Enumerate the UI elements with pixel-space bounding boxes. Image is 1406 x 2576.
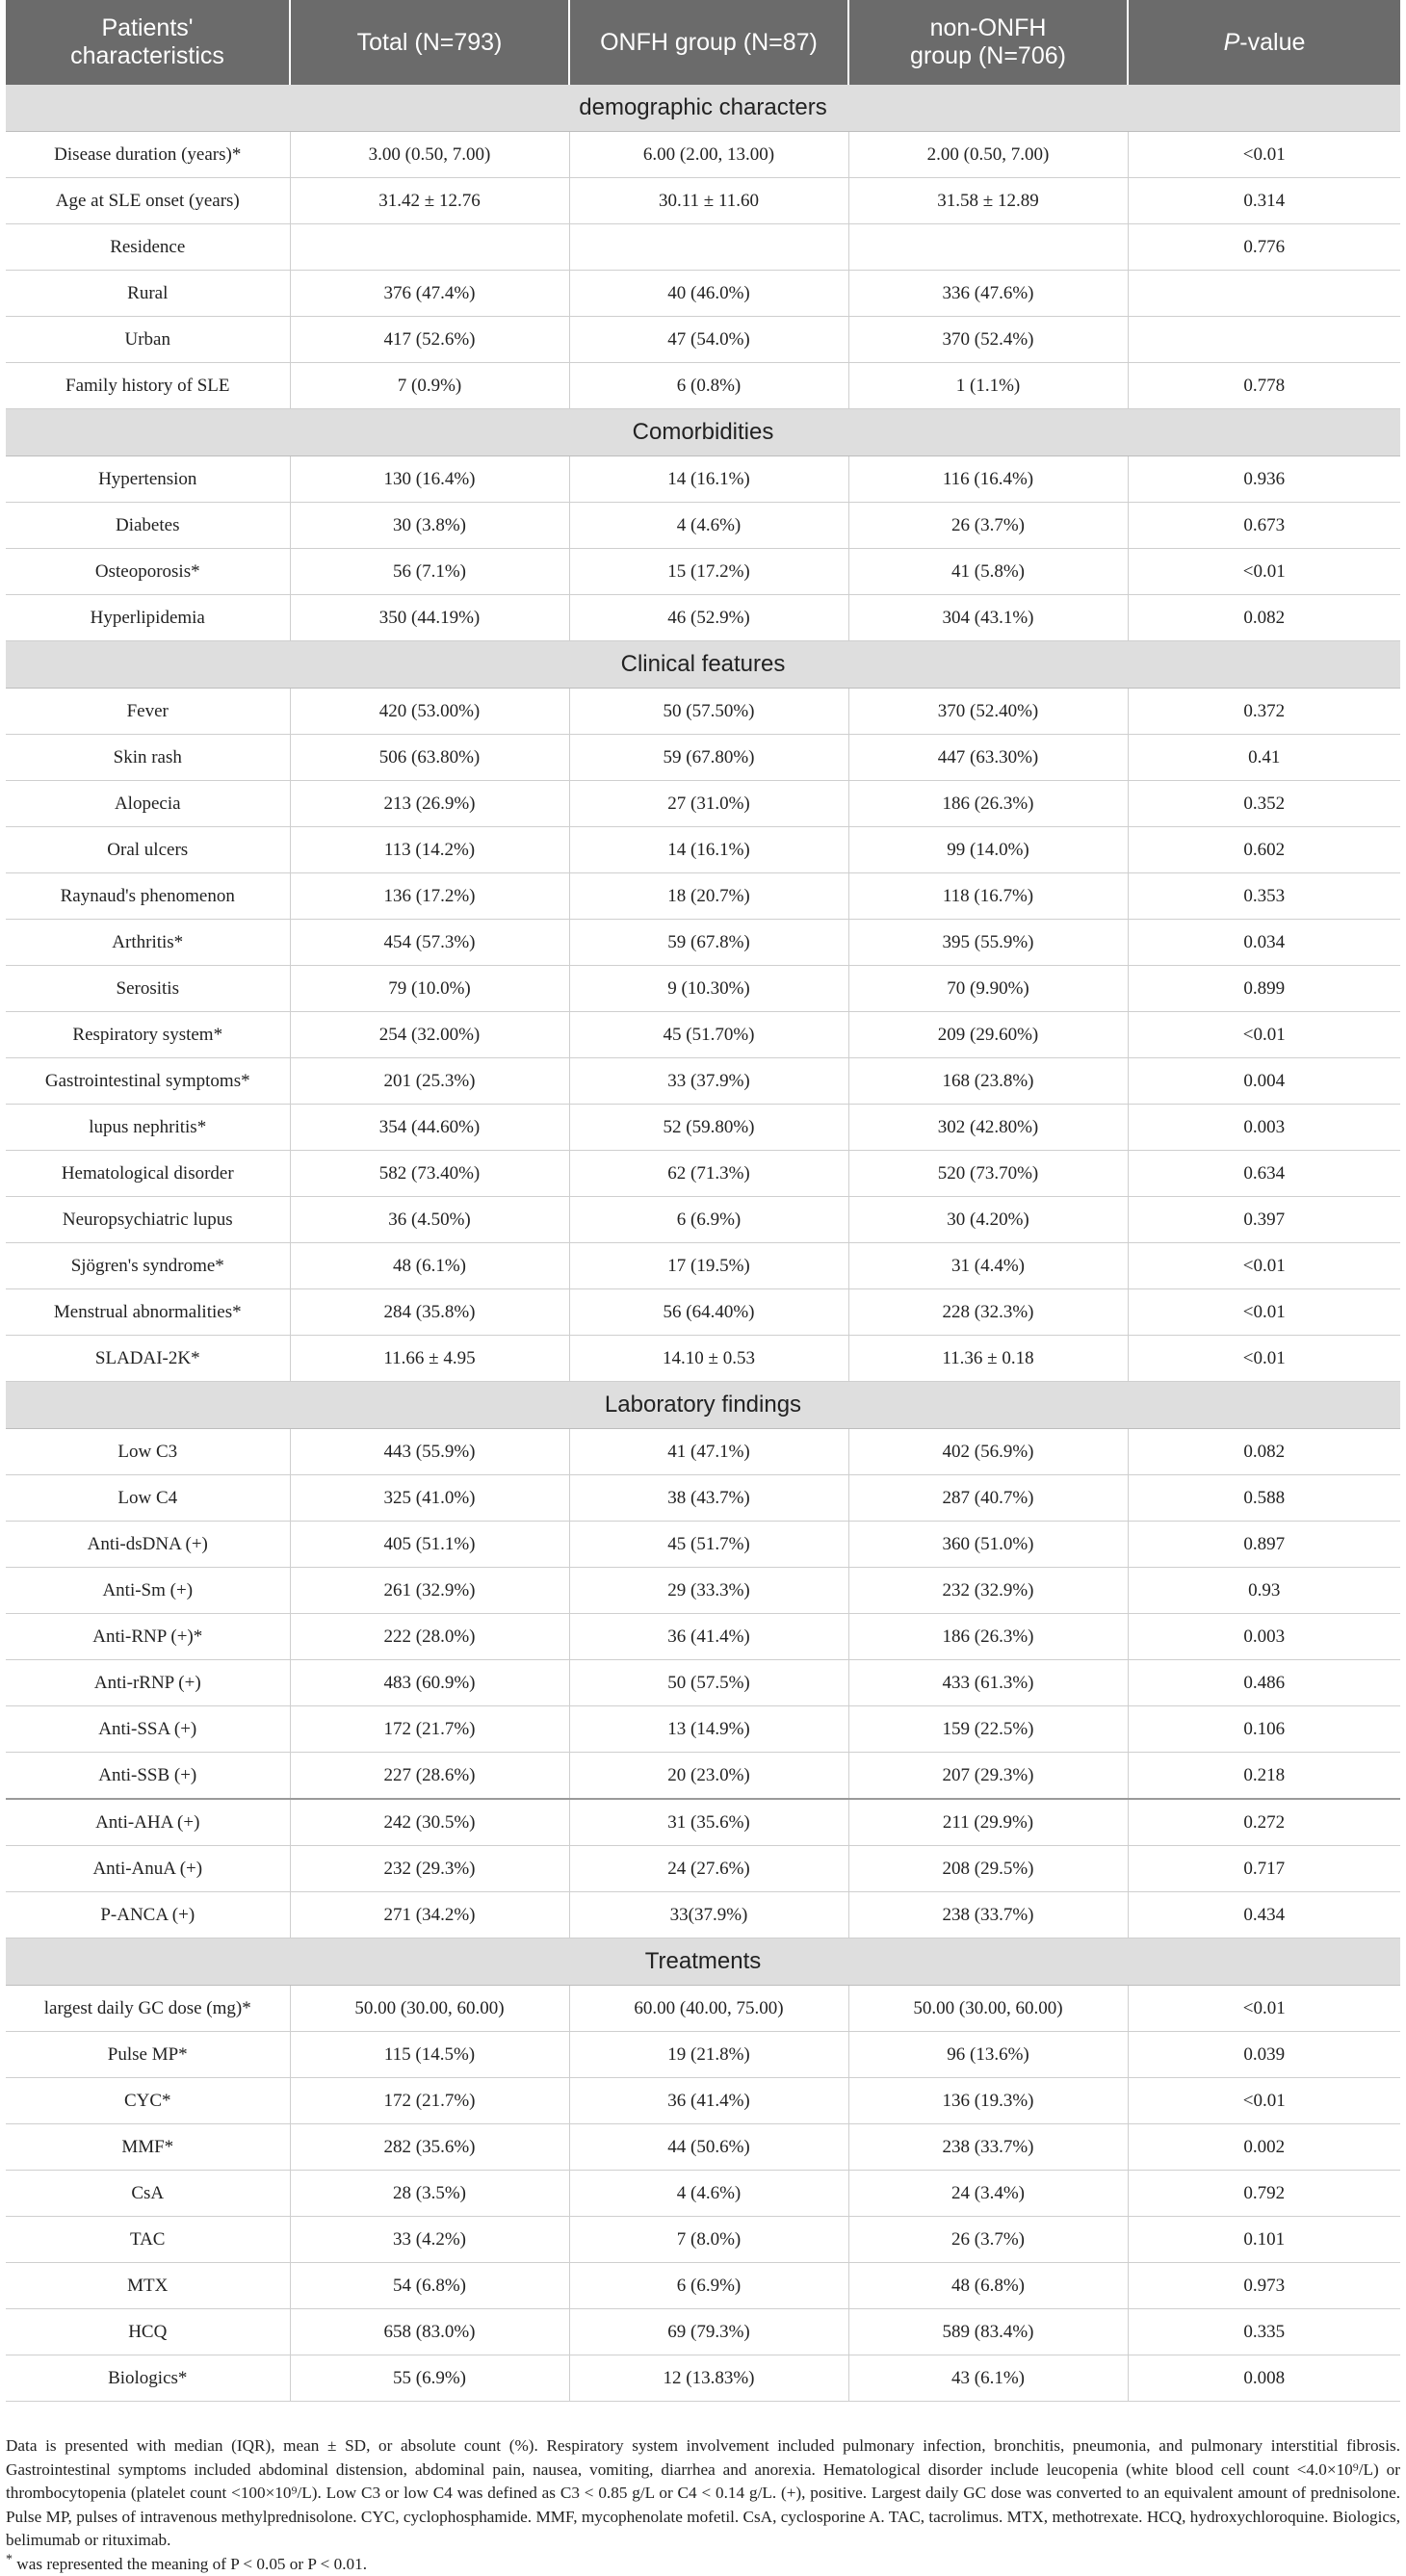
table-row <box>6 1197 1400 1243</box>
cell-total: 420 (53.00%) <box>290 689 569 735</box>
cell-p-value: 0.372 <box>1128 689 1400 735</box>
cell-non-onfh: 11.36 ± 0.18 <box>848 1336 1128 1382</box>
cell-total: 113 (14.2%) <box>290 827 569 873</box>
cell-non-onfh: 304 (43.1%) <box>848 595 1128 641</box>
cell-onfh: 6 (6.9%) <box>569 1197 848 1243</box>
cell-onfh: 6.00 (2.00, 13.00) <box>569 132 848 178</box>
cell-p-value: 0.899 <box>1128 966 1400 1012</box>
cell-non-onfh: 31.58 ± 12.89 <box>848 178 1128 224</box>
cell-non-onfh: 186 (26.3%) <box>848 781 1128 827</box>
cell-non-onfh: 209 (29.60%) <box>848 1012 1128 1058</box>
cell-non-onfh: 24 (3.4%) <box>848 2171 1128 2217</box>
cell-onfh: 45 (51.70%) <box>569 1012 848 1058</box>
cell-non-onfh: 302 (42.80%) <box>848 1105 1128 1151</box>
cell-p-value: 0.588 <box>1128 1475 1400 1522</box>
cell-onfh: 4 (4.6%) <box>569 2171 848 2217</box>
cell-p-value: 0.41 <box>1128 735 1400 781</box>
cell-onfh: 56 (64.40%) <box>569 1289 848 1336</box>
cell-p-value: 0.272 <box>1128 1799 1400 1846</box>
cell-characteristic: TAC <box>6 2217 290 2263</box>
cell-non-onfh: 136 (19.3%) <box>848 2078 1128 2124</box>
cell-characteristic: Menstrual abnormalities* <box>6 1289 290 1336</box>
cell-characteristic: Hypertension <box>6 456 290 503</box>
cell-p-value: 0.434 <box>1128 1892 1400 1939</box>
cell-non-onfh <box>848 224 1128 271</box>
cell-total: 31.42 ± 12.76 <box>290 178 569 224</box>
cell-non-onfh: 433 (61.3%) <box>848 1660 1128 1706</box>
cell-characteristic: Family history of SLE <box>6 363 290 409</box>
footnote-text: Data is presented with median (IQR), mean ± SD, or absolute count (%). Respiratory system involvement included pulmonary infection, bronchitis, pneumonia, and pulmonary interstitial fibrosis. Gastrointestinal symptoms included abdominal distension, abdominal pain, nausea, vomiting, diarrhea and anorexia. Hematological disorder include leucopenia (white blood cell count <4.0×10⁹/L) or thrombocytopenia (platelet count <100×10⁹/L). Low C3 or low C4 was defined as C3 < 0.85 g/L or C4 < 0.14 g/L. (+), positive. Largest daily GC dose was converted to an equivalent amount of prednisolone. Pulse MP, pulses of intravenous methylprednisolone. CYC, cyclophosphamide. MMF, mycophenolate mofetil. CsA, cyclosporine A. TAC, tacrolimus. MTX, methotrexate. HCQ, hydroxychloroquine. Biologics, belimumab or rituximab. <box>6 2434 1400 2553</box>
footnote-significance: * was represented the meaning of P < 0.05 or P < 0.01. <box>6 2553 1400 2576</box>
cell-characteristic: Arthritis* <box>6 920 290 966</box>
table-row <box>6 1243 1400 1289</box>
table-row <box>6 595 1400 641</box>
table-row <box>6 503 1400 549</box>
cell-total: 242 (30.5%) <box>290 1799 569 1846</box>
cell-p-value: <0.01 <box>1128 1012 1400 1058</box>
cell-total: 405 (51.1%) <box>290 1522 569 1568</box>
cell-non-onfh: 2.00 (0.50, 7.00) <box>848 132 1128 178</box>
table-row <box>6 920 1400 966</box>
cell-onfh: 69 (79.3%) <box>569 2309 848 2355</box>
cell-p-value <box>1128 317 1400 363</box>
cell-onfh: 7 (8.0%) <box>569 2217 848 2263</box>
cell-non-onfh: 41 (5.8%) <box>848 549 1128 595</box>
cell-characteristic: Pulse MP* <box>6 2032 290 2078</box>
cell-onfh: 59 (67.80%) <box>569 735 848 781</box>
cell-non-onfh: 232 (32.9%) <box>848 1568 1128 1614</box>
table-row <box>6 2355 1400 2402</box>
cell-onfh: 41 (47.1%) <box>569 1429 848 1475</box>
cell-onfh: 24 (27.6%) <box>569 1846 848 1892</box>
cell-p-value: 0.936 <box>1128 456 1400 503</box>
table-row <box>6 363 1400 409</box>
cell-onfh: 30.11 ± 11.60 <box>569 178 848 224</box>
cell-p-value: 0.101 <box>1128 2217 1400 2263</box>
section-title: demographic characters <box>6 85 1400 132</box>
cell-non-onfh: 211 (29.9%) <box>848 1799 1128 1846</box>
cell-p-value: 0.897 <box>1128 1522 1400 1568</box>
cell-non-onfh: 48 (6.8%) <box>848 2263 1128 2309</box>
table-row <box>6 1986 1400 2032</box>
cell-p-value: 0.778 <box>1128 363 1400 409</box>
cell-onfh: 9 (10.30%) <box>569 966 848 1012</box>
cell-onfh: 31 (35.6%) <box>569 1799 848 1846</box>
cell-onfh: 15 (17.2%) <box>569 549 848 595</box>
table-row <box>6 689 1400 735</box>
cell-p-value: 0.335 <box>1128 2309 1400 2355</box>
cell-total: 454 (57.3%) <box>290 920 569 966</box>
cell-total: 282 (35.6%) <box>290 2124 569 2171</box>
cell-p-value: 0.218 <box>1128 1753 1400 1800</box>
cell-non-onfh: 1 (1.1%) <box>848 363 1128 409</box>
cell-total: 271 (34.2%) <box>290 1892 569 1939</box>
cell-p-value: 0.003 <box>1128 1614 1400 1660</box>
cell-characteristic: Urban <box>6 317 290 363</box>
cell-non-onfh: 238 (33.7%) <box>848 2124 1128 2171</box>
cell-onfh: 33(37.9%) <box>569 1892 848 1939</box>
table-footnote <box>6 2434 1400 2576</box>
cell-onfh <box>569 224 848 271</box>
table-row <box>6 1846 1400 1892</box>
cell-total: 261 (32.9%) <box>290 1568 569 1614</box>
cell-total: 172 (21.7%) <box>290 2078 569 2124</box>
cell-characteristic: MTX <box>6 2263 290 2309</box>
cell-characteristic: Diabetes <box>6 503 290 549</box>
cell-total: 213 (26.9%) <box>290 781 569 827</box>
cell-onfh: 45 (51.7%) <box>569 1522 848 1568</box>
table-row <box>6 271 1400 317</box>
cell-characteristic: Anti-rRNP (+) <box>6 1660 290 1706</box>
table-row <box>6 2217 1400 2263</box>
table-row <box>6 2263 1400 2309</box>
table-row <box>6 132 1400 178</box>
cell-characteristic: Alopecia <box>6 781 290 827</box>
cell-total: 50.00 (30.00, 60.00) <box>290 1986 569 2032</box>
cell-non-onfh: 96 (13.6%) <box>848 2032 1128 2078</box>
header-onfh: ONFH group (N=87) <box>569 0 848 85</box>
cell-p-value: 0.082 <box>1128 595 1400 641</box>
cell-characteristic: Neuropsychiatric lupus <box>6 1197 290 1243</box>
cell-characteristic: SLADAI-2K* <box>6 1336 290 1382</box>
cell-characteristic: Rural <box>6 271 290 317</box>
cell-onfh: 40 (46.0%) <box>569 271 848 317</box>
cell-onfh: 12 (13.83%) <box>569 2355 848 2402</box>
characteristics-table <box>6 0 1400 2402</box>
cell-total: 115 (14.5%) <box>290 2032 569 2078</box>
table-row <box>6 735 1400 781</box>
table-row <box>6 1799 1400 1846</box>
table-row <box>6 1706 1400 1753</box>
cell-total: 376 (47.4%) <box>290 271 569 317</box>
table-body <box>6 85 1400 2402</box>
cell-onfh: 46 (52.9%) <box>569 595 848 641</box>
cell-onfh: 27 (31.0%) <box>569 781 848 827</box>
cell-p-value: <0.01 <box>1128 1336 1400 1382</box>
cell-non-onfh: 186 (26.3%) <box>848 1614 1128 1660</box>
table-row <box>6 1475 1400 1522</box>
table-row <box>6 1522 1400 1568</box>
cell-onfh: 50 (57.50%) <box>569 689 848 735</box>
cell-onfh: 36 (41.4%) <box>569 1614 848 1660</box>
cell-p-value: 0.792 <box>1128 2171 1400 2217</box>
cell-p-value: 0.082 <box>1128 1429 1400 1475</box>
table-row <box>6 1012 1400 1058</box>
cell-total: 417 (52.6%) <box>290 317 569 363</box>
table-row <box>6 1660 1400 1706</box>
table-row <box>6 827 1400 873</box>
cell-p-value: 0.973 <box>1128 2263 1400 2309</box>
cell-p-value: 0.352 <box>1128 781 1400 827</box>
cell-non-onfh: 447 (63.30%) <box>848 735 1128 781</box>
cell-p-value: <0.01 <box>1128 1289 1400 1336</box>
cell-p-value: 0.602 <box>1128 827 1400 873</box>
cell-characteristic: HCQ <box>6 2309 290 2355</box>
cell-total: 325 (41.0%) <box>290 1475 569 1522</box>
cell-onfh: 29 (33.3%) <box>569 1568 848 1614</box>
cell-characteristic: Hyperlipidemia <box>6 595 290 641</box>
table-row <box>6 2124 1400 2171</box>
cell-onfh: 36 (41.4%) <box>569 2078 848 2124</box>
cell-p-value: 0.673 <box>1128 503 1400 549</box>
cell-p-value: 0.008 <box>1128 2355 1400 2402</box>
cell-total: 28 (3.5%) <box>290 2171 569 2217</box>
cell-characteristic: Anti-SSB (+) <box>6 1753 290 1800</box>
cell-characteristic: Low C4 <box>6 1475 290 1522</box>
cell-non-onfh: 520 (73.70%) <box>848 1151 1128 1197</box>
cell-total: 55 (6.9%) <box>290 2355 569 2402</box>
cell-characteristic: Anti-AHA (+) <box>6 1799 290 1846</box>
cell-non-onfh: 116 (16.4%) <box>848 456 1128 503</box>
cell-total: 350 (44.19%) <box>290 595 569 641</box>
table-row <box>6 1151 1400 1197</box>
section-header <box>6 1382 1400 1429</box>
table-row <box>6 1614 1400 1660</box>
cell-characteristic: Disease duration (years)* <box>6 132 290 178</box>
cell-non-onfh: 30 (4.20%) <box>848 1197 1128 1243</box>
cell-non-onfh: 402 (56.9%) <box>848 1429 1128 1475</box>
cell-total: 582 (73.40%) <box>290 1151 569 1197</box>
cell-characteristic: P-ANCA (+) <box>6 1892 290 1939</box>
cell-p-value: <0.01 <box>1128 1986 1400 2032</box>
cell-total <box>290 224 569 271</box>
cell-onfh: 62 (71.3%) <box>569 1151 848 1197</box>
table-row <box>6 781 1400 827</box>
cell-total: 3.00 (0.50, 7.00) <box>290 132 569 178</box>
cell-characteristic: Anti-SSA (+) <box>6 1706 290 1753</box>
cell-characteristic: Residence <box>6 224 290 271</box>
cell-onfh: 13 (14.9%) <box>569 1706 848 1753</box>
table-row <box>6 966 1400 1012</box>
table-row <box>6 224 1400 271</box>
section-header <box>6 641 1400 689</box>
cell-p-value: <0.01 <box>1128 132 1400 178</box>
cell-non-onfh: 336 (47.6%) <box>848 271 1128 317</box>
cell-characteristic: Skin rash <box>6 735 290 781</box>
cell-non-onfh: 228 (32.3%) <box>848 1289 1128 1336</box>
cell-total: 232 (29.3%) <box>290 1846 569 1892</box>
cell-p-value: 0.004 <box>1128 1058 1400 1105</box>
cell-onfh: 14 (16.1%) <box>569 456 848 503</box>
section-header <box>6 1939 1400 1986</box>
cell-onfh: 14.10 ± 0.53 <box>569 1336 848 1382</box>
table-row <box>6 1058 1400 1105</box>
cell-total: 36 (4.50%) <box>290 1197 569 1243</box>
cell-total: 483 (60.9%) <box>290 1660 569 1706</box>
cell-total: 354 (44.60%) <box>290 1105 569 1151</box>
section-title: Treatments <box>6 1939 1400 1986</box>
table-row <box>6 178 1400 224</box>
cell-p-value: <0.01 <box>1128 1243 1400 1289</box>
cell-total: 136 (17.2%) <box>290 873 569 920</box>
table-row <box>6 549 1400 595</box>
cell-p-value: <0.01 <box>1128 2078 1400 2124</box>
cell-characteristic: Osteoporosis* <box>6 549 290 595</box>
cell-p-value: 0.776 <box>1128 224 1400 271</box>
cell-characteristic: Anti-AnuA (+) <box>6 1846 290 1892</box>
cell-characteristic: Hematological disorder <box>6 1151 290 1197</box>
cell-p-value: <0.01 <box>1128 549 1400 595</box>
cell-onfh: 18 (20.7%) <box>569 873 848 920</box>
cell-characteristic: Fever <box>6 689 290 735</box>
cell-total: 11.66 ± 4.95 <box>290 1336 569 1382</box>
cell-characteristic: Serositis <box>6 966 290 1012</box>
cell-non-onfh: 370 (52.4%) <box>848 317 1128 363</box>
cell-non-onfh: 50.00 (30.00, 60.00) <box>848 1986 1128 2032</box>
cell-characteristic: Low C3 <box>6 1429 290 1475</box>
cell-total: 130 (16.4%) <box>290 456 569 503</box>
cell-total: 172 (21.7%) <box>290 1706 569 1753</box>
cell-p-value <box>1128 271 1400 317</box>
cell-onfh: 17 (19.5%) <box>569 1243 848 1289</box>
cell-onfh: 59 (67.8%) <box>569 920 848 966</box>
cell-non-onfh: 360 (51.0%) <box>848 1522 1128 1568</box>
cell-onfh: 33 (37.9%) <box>569 1058 848 1105</box>
cell-p-value: 0.003 <box>1128 1105 1400 1151</box>
header-total: Total (N=793) <box>290 0 569 85</box>
table-row <box>6 2032 1400 2078</box>
cell-onfh: 20 (23.0%) <box>569 1753 848 1800</box>
cell-total: 30 (3.8%) <box>290 503 569 549</box>
cell-onfh: 19 (21.8%) <box>569 2032 848 2078</box>
cell-p-value: 0.353 <box>1128 873 1400 920</box>
cell-characteristic: Gastrointestinal symptoms* <box>6 1058 290 1105</box>
cell-total: 443 (55.9%) <box>290 1429 569 1475</box>
table-row <box>6 1105 1400 1151</box>
cell-non-onfh: 589 (83.4%) <box>848 2309 1128 2355</box>
cell-characteristic: Anti-Sm (+) <box>6 1568 290 1614</box>
table-row <box>6 2171 1400 2217</box>
header-characteristics: Patients' characteristics <box>6 0 290 85</box>
cell-total: 33 (4.2%) <box>290 2217 569 2263</box>
cell-characteristic: Oral ulcers <box>6 827 290 873</box>
cell-non-onfh: 99 (14.0%) <box>848 827 1128 873</box>
cell-onfh: 6 (6.9%) <box>569 2263 848 2309</box>
cell-non-onfh: 207 (29.3%) <box>848 1753 1128 1800</box>
cell-onfh: 14 (16.1%) <box>569 827 848 873</box>
cell-non-onfh: 168 (23.8%) <box>848 1058 1128 1105</box>
cell-non-onfh: 208 (29.5%) <box>848 1846 1128 1892</box>
cell-p-value: 0.634 <box>1128 1151 1400 1197</box>
cell-characteristic: CYC* <box>6 2078 290 2124</box>
table-row <box>6 1753 1400 1800</box>
cell-p-value: 0.314 <box>1128 178 1400 224</box>
table-row <box>6 1568 1400 1614</box>
header-p-value: P-value <box>1128 0 1400 85</box>
cell-onfh: 38 (43.7%) <box>569 1475 848 1522</box>
cell-characteristic: Anti-dsDNA (+) <box>6 1522 290 1568</box>
cell-total: 56 (7.1%) <box>290 549 569 595</box>
section-title: Laboratory findings <box>6 1382 1400 1429</box>
cell-characteristic: Raynaud's phenomenon <box>6 873 290 920</box>
cell-non-onfh: 31 (4.4%) <box>848 1243 1128 1289</box>
cell-total: 7 (0.9%) <box>290 363 569 409</box>
cell-onfh: 52 (59.80%) <box>569 1105 848 1151</box>
table-header <box>6 0 1400 85</box>
cell-non-onfh: 159 (22.5%) <box>848 1706 1128 1753</box>
cell-characteristic: Sjögren's syndrome* <box>6 1243 290 1289</box>
cell-characteristic: MMF* <box>6 2124 290 2171</box>
cell-characteristic: Age at SLE onset (years) <box>6 178 290 224</box>
cell-characteristic: lupus nephritis* <box>6 1105 290 1151</box>
cell-non-onfh: 287 (40.7%) <box>848 1475 1128 1522</box>
cell-onfh: 4 (4.6%) <box>569 503 848 549</box>
cell-characteristic: Anti-RNP (+)* <box>6 1614 290 1660</box>
cell-non-onfh: 26 (3.7%) <box>848 503 1128 549</box>
table-row <box>6 873 1400 920</box>
cell-non-onfh: 395 (55.9%) <box>848 920 1128 966</box>
cell-p-value: 0.034 <box>1128 920 1400 966</box>
cell-total: 254 (32.00%) <box>290 1012 569 1058</box>
cell-onfh: 6 (0.8%) <box>569 363 848 409</box>
cell-p-value: 0.717 <box>1128 1846 1400 1892</box>
cell-total: 284 (35.8%) <box>290 1289 569 1336</box>
cell-non-onfh: 370 (52.40%) <box>848 689 1128 735</box>
cell-total: 79 (10.0%) <box>290 966 569 1012</box>
cell-onfh: 50 (57.5%) <box>569 1660 848 1706</box>
table-row <box>6 1892 1400 1939</box>
cell-non-onfh: 26 (3.7%) <box>848 2217 1128 2263</box>
cell-onfh: 44 (50.6%) <box>569 2124 848 2171</box>
cell-non-onfh: 238 (33.7%) <box>848 1892 1128 1939</box>
header-non-onfh: non-ONFH group (N=706) <box>848 0 1128 85</box>
table-row <box>6 2078 1400 2124</box>
cell-p-value: 0.397 <box>1128 1197 1400 1243</box>
cell-non-onfh: 43 (6.1%) <box>848 2355 1128 2402</box>
section-header <box>6 409 1400 456</box>
cell-p-value: 0.106 <box>1128 1706 1400 1753</box>
cell-onfh: 47 (54.0%) <box>569 317 848 363</box>
cell-total: 222 (28.0%) <box>290 1614 569 1660</box>
section-title: Clinical features <box>6 641 1400 689</box>
cell-characteristic: largest daily GC dose (mg)* <box>6 1986 290 2032</box>
cell-p-value: 0.93 <box>1128 1568 1400 1614</box>
cell-total: 48 (6.1%) <box>290 1243 569 1289</box>
cell-p-value: 0.486 <box>1128 1660 1400 1706</box>
cell-total: 201 (25.3%) <box>290 1058 569 1105</box>
cell-total: 658 (83.0%) <box>290 2309 569 2355</box>
cell-p-value: 0.002 <box>1128 2124 1400 2171</box>
cell-non-onfh: 70 (9.90%) <box>848 966 1128 1012</box>
table-row <box>6 1336 1400 1382</box>
table-row <box>6 1429 1400 1475</box>
section-header <box>6 85 1400 132</box>
cell-total: 227 (28.6%) <box>290 1753 569 1800</box>
cell-onfh: 60.00 (40.00, 75.00) <box>569 1986 848 2032</box>
cell-characteristic: Respiratory system* <box>6 1012 290 1058</box>
table-row <box>6 2309 1400 2355</box>
cell-p-value: 0.039 <box>1128 2032 1400 2078</box>
table-row <box>6 1289 1400 1336</box>
table-row <box>6 456 1400 503</box>
cell-characteristic: CsA <box>6 2171 290 2217</box>
cell-non-onfh: 118 (16.7%) <box>848 873 1128 920</box>
cell-total: 54 (6.8%) <box>290 2263 569 2309</box>
cell-characteristic: Biologics* <box>6 2355 290 2402</box>
table-row <box>6 317 1400 363</box>
cell-total: 506 (63.80%) <box>290 735 569 781</box>
section-title: Comorbidities <box>6 409 1400 456</box>
